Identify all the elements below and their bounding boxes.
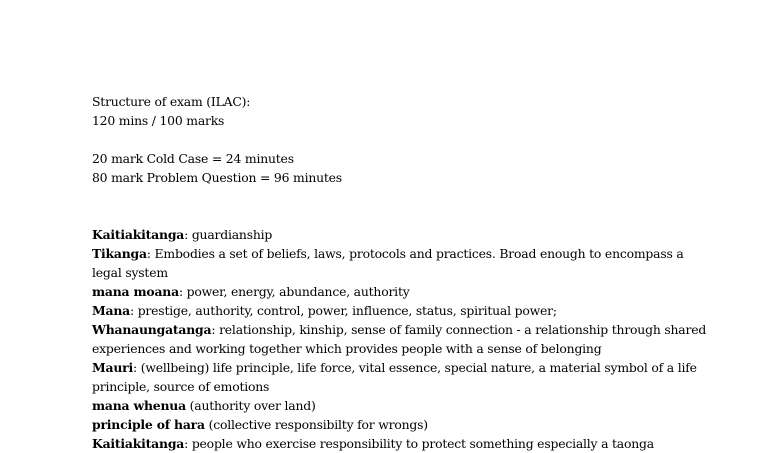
- glossary-definition: : (wellbeing) life principle, life force, vital essence, special nature, a material symbol of a life principle, source of emotions: [92, 360, 697, 394]
- glossary-definition: : guardianship: [184, 227, 273, 242]
- glossary-definition: (collective responsibilty for wrongs): [204, 417, 428, 432]
- document-body: [92, 92, 712, 451]
- glossary-term: Kaitiakitanga: [92, 436, 185, 451]
- glossary-definition: : prestige, authority, control, power, influence, status, spiritual power;: [129, 303, 557, 318]
- exam-heading: Structure of exam (ILAC):: [92, 94, 251, 109]
- glossary-term: principle of hara: [92, 417, 205, 432]
- glossary-term: Whanaungatanga: [92, 322, 212, 337]
- glossary-entry: [92, 244, 712, 282]
- glossary-term: Kaitiakitanga: [92, 227, 185, 242]
- glossary-entry-cut-off: [92, 434, 712, 451]
- glossary-term: Mauri: [92, 360, 133, 375]
- glossary-definition: : relationship, kinship, sense of family connection - a relationship through shared experiences and working together which provides people with a sense of belonging: [92, 322, 707, 356]
- glossary-entry: [92, 358, 712, 396]
- glossary-term: mana whenua: [92, 398, 186, 413]
- glossary-definition: : Embodies a set of beliefs, laws, protocols and practices. Broad enough to encompass a legal system: [92, 246, 684, 280]
- glossary-term: Tikanga: [92, 246, 147, 261]
- glossary-term: mana moana: [92, 284, 179, 299]
- glossary-term: Mana: [92, 303, 130, 318]
- glossary-definition: (authority over land): [185, 398, 316, 413]
- glossary-definition: : people who exercise responsibility to protect something especially a taonga: [184, 436, 654, 451]
- glossary-entry: [92, 396, 712, 415]
- blank-lines: [92, 187, 712, 225]
- glossary-definition: : power, energy, abundance, authority: [178, 284, 410, 299]
- problem-question-line: 80 mark Problem Question = 96 minutes: [92, 170, 342, 185]
- glossary-entry: [92, 282, 712, 301]
- glossary-entry: [92, 301, 712, 320]
- glossary-entry: [92, 415, 712, 434]
- glossary-entry: [92, 320, 712, 358]
- glossary-entry: [92, 225, 712, 244]
- cold-case-line: 20 mark Cold Case = 24 minutes: [92, 151, 294, 166]
- blank-line: [92, 130, 712, 149]
- exam-duration: 120 mins / 100 marks: [92, 113, 225, 128]
